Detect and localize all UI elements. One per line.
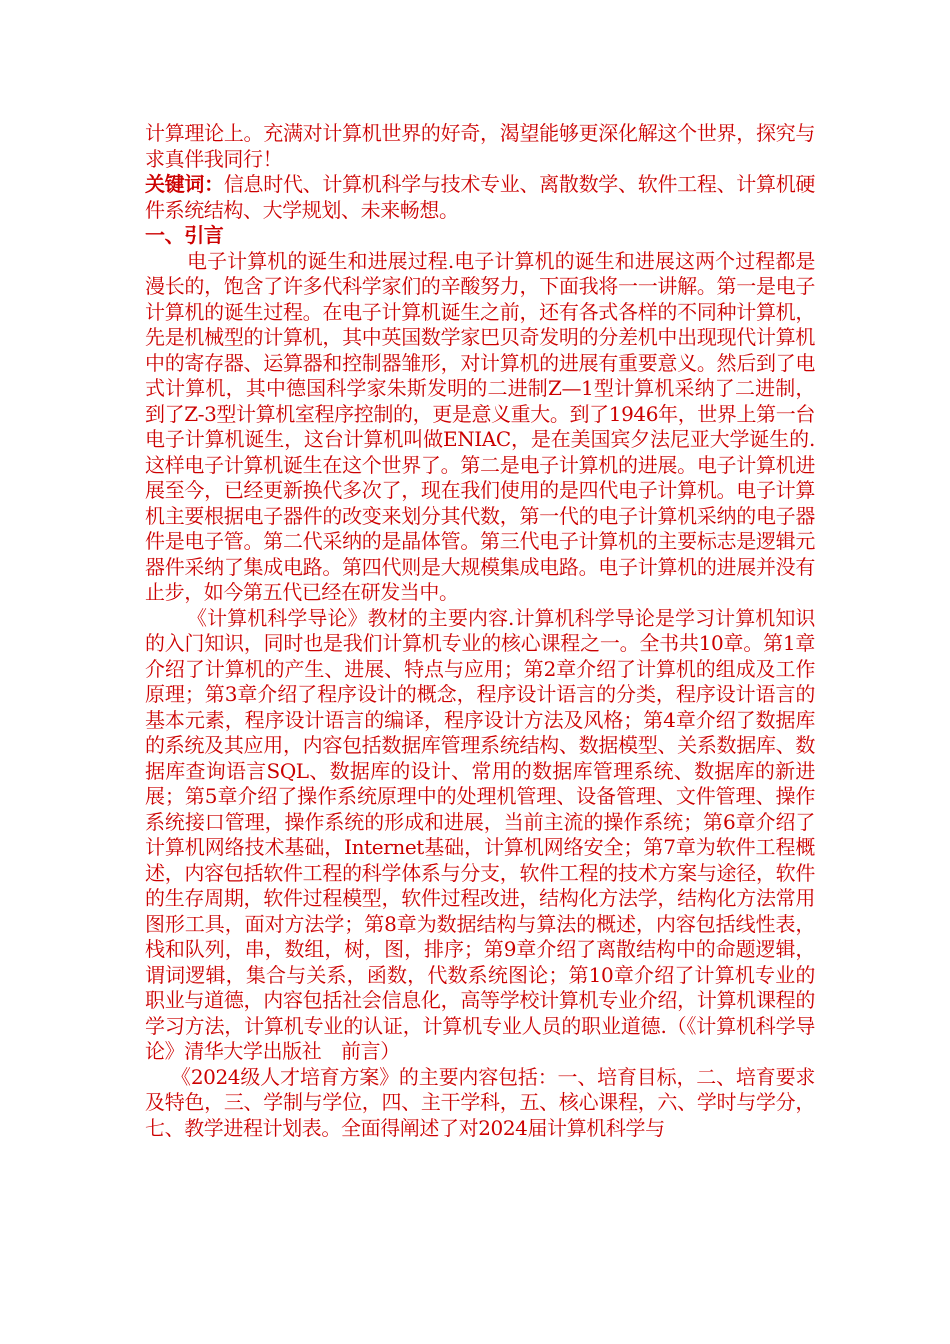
keywords-paragraph	[145, 172, 815, 223]
paragraph-textbook-contents: 《计算机科学导论》教材的主要内容.计算机科学导论是学习计算机知识的入门知识，同时也是我们计算机专业的核心课程之一。全书共10章。第1章介绍了计算机的产生、进展、特点与应用；第2章介绍了计算机的组成及工作原理；第3章介绍了程序设计的概念，程序设计语言的分类，程序设计语言的基本元素，程序设计语言的编译，程序设计方法及风格；第4章介绍了数据库的系统及其应用，内容包括数据库管理系统结构、数据模型、关系数据库、数据库查询语言SQL、数据库的设计、常用的数据库管理系统、数据库的新进展；第5章介绍了操作系统原理中的处理机管理、设备管理、文件管理、操作系统接口管理，操作系统的形成和进展，当前主流的操作系统；第6章介绍了计算机网络技术基础，Internet基础，计算机网络安全；第7章为软件工程概述，内容包括软件工程的科学体系与分支，软件工程的技术方案与途径，软件的生存周期，软件过程模型，软件过程改进，结构化方法学，结构化方法常用图形工具，面对方法学；第8章为数据结构与算法的概述，内容包括线性表，栈和队列，串，数组，树，图，排序；第9章介绍了离散结构中的命题逻辑，谓词逻辑，集合与关系，函数，代数系统图论；第10章介绍了计算机专业的职业与道德，内容包括社会信息化，高等学校计算机专业介绍，计算机课程的学习方法，计算机专业的认证，计算机专业人员的职业道德.（《计算机科学导论》清华大学出版社 前言）	[145, 605, 815, 1063]
document-page	[145, 121, 815, 1141]
keywords-label: 关键词：	[145, 172, 224, 196]
section-heading-introduction: 一、引言	[145, 223, 224, 247]
paragraph-computer-history: 电子计算机的诞生和进展过程.电子计算机的诞生和进展这两个过程都是漫长的，饱含了许多代科学家们的辛酸努力，下面我将一一讲解。第一是电子计算机的诞生过程。在电子计算机诞生之前，还有各式各样的不同种计算机，先是机械型的计算机，其中英国数学家巴贝奇发明的分差机中出现现代计算机中的寄存器、运算器和控制器雏形，对计算机的进展有重要意义。然后到了电式计算机，其中德国科学家朱斯发明的二进制Z—1型计算机采纳了二进制，到了Z-3型计算机室程序控制的，更是意义重大。到了1946年，世界上第一台电子计算机诞生，这台计算机叫做ENIAC，是在美国宾夕法尼亚大学诞生的.这样电子计算机诞生在这个世界了。第二是电子计算机的进展。电子计算机进展至今，已经更新换代多次了，现在我们使用的是四代电子计算机。电子计算机主要根据电子器件的改变来划分其代数，第一代的电子计算机采纳的电子器件是电子管。第二代采纳的是晶体管。第三代电子计算机的主要标志是逻辑元器件采纳了集成电路。第四代则是大规模集成电路。电子计算机的进展并没有止步，如今第五代已经在研发当中。	[145, 248, 815, 604]
intro-tail-paragraph: 计算理论上。充满对计算机世界的好奇，渴望能够更深化解这个世界，探究与求真伴我同行！	[145, 121, 815, 171]
keywords-text: 信息时代、计算机科学与技术专业、离散数学、软件工程、计算机硬件系统结构、大学规划、未来畅想。	[145, 172, 816, 222]
paragraph-training-plan: 《2024级人才培育方案》的主要内容包括：一、培育目标，二、培育要求及特色，三、学制与学位，四、主干学科，五、核心课程，六、学时与学分，七、教学进程计划表。全面得阐述了对2024届计算机科学与	[145, 1064, 815, 1140]
